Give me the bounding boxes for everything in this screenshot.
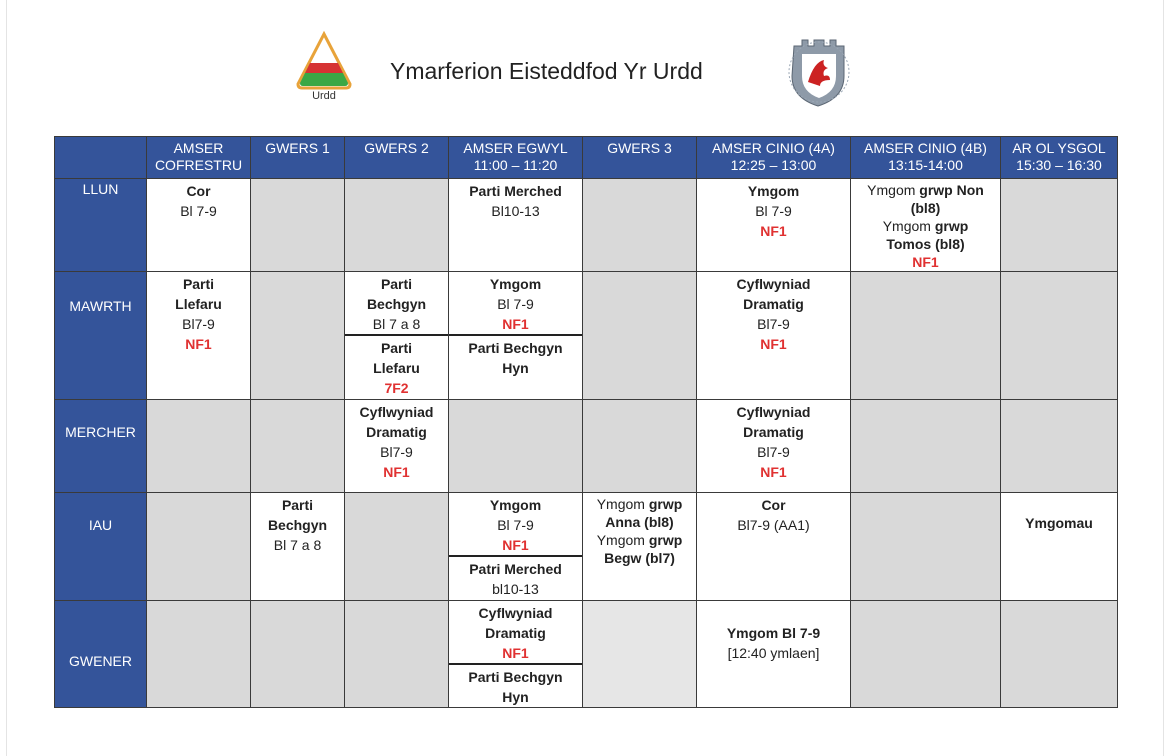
cell-llun-gwers2 [345,179,449,272]
row-llun [55,179,1118,272]
cell-text: Dramatig [743,424,804,440]
sub-cell [449,493,582,557]
column-header-amser-cinio-4a: AMSER CINIO (4A) 12:25 – 13:00 [697,137,851,179]
column-header-amser-cinio-4b: AMSER CINIO (4B) 13:15-14:00 [851,137,1001,179]
cell-text: Parti [281,497,314,513]
cell-iau-ar-ol-ysgol [1001,493,1118,601]
cell-mawrth-egwyl [449,272,583,400]
cell-mercher-ar-ol-ysgol [1001,400,1118,493]
cell-text: Bl 7 a 8 [372,316,421,332]
cell-text: Cyflwyniad [359,404,434,420]
cell-text: Cor [761,497,786,513]
cell-iau-gwers2 [345,493,449,601]
cell-mercher-cinio4a [697,400,851,493]
cell-mawrth-gwers3 [583,272,697,400]
cell-gwener-cofrestru [147,601,251,708]
sub-cell [449,272,582,336]
cell-mercher-gwers2 [345,400,449,493]
cell-mawrth-gwers1 [251,272,345,400]
document-header [0,0,1170,120]
cell-room-badge: NF1 [185,336,212,352]
cell-llun-ar-ol-ysgol [1001,179,1118,272]
page-title: Ymarferion Eisteddfod Yr Urdd [390,58,703,84]
column-header-gwers-1: GWERS 1 [251,137,345,179]
cell-text: [12:40 ymlaen] [727,645,820,661]
cell-iau-gwers1 [251,493,345,601]
cell-text: Ymgom [882,218,935,234]
urdd-logo [294,30,354,110]
cell-gwener-cinio4b [851,601,1001,708]
cell-text: Bl7-9 (AA1) [737,517,810,533]
row-mawrth [55,272,1118,400]
cell-text: grwp [934,218,969,234]
cell-mercher-cinio4b [851,400,1001,493]
cell-room-badge: NF1 [502,316,529,332]
cell-text: Hyn [502,360,529,376]
school-crest-logo [780,36,858,108]
cell-gwener-gwers3 [583,601,697,708]
cell-text: Bl 7-9 [180,203,217,219]
cell-text: Bl7-9 [380,444,413,460]
cell-mercher-gwers3 [583,400,697,493]
cell-text: Ymgom [867,182,920,198]
cell-text: Cyflwyniad [736,404,811,420]
cell-text: Bl 7-9 [497,296,534,312]
cell-text: grwp Non [919,182,984,198]
row-iau [55,493,1118,601]
cell-text: Bl10-13 [491,203,540,219]
cell-room-badge: NF1 [760,223,787,239]
header-corner [55,137,147,179]
timetable [54,136,1118,708]
cell-iau-gwers3 [583,493,697,601]
cell-text: Bl7-9 [182,316,215,332]
cell-iau-cinio4b [851,493,1001,601]
cell-room-badge: 7F2 [384,380,409,396]
column-header-gwers-3: GWERS 3 [583,137,697,179]
column-header-gwers-2: GWERS 2 [345,137,449,179]
cell-text: Begw (bl7) [604,550,675,566]
row-mercher [55,400,1118,493]
cell-text: Parti [380,276,413,292]
cell-text: Ymgom [596,532,649,548]
cell-text: Parti [182,276,215,292]
cell-gwener-egwyl [449,601,583,708]
sub-cell [449,336,582,378]
cell-text: grwp [648,496,683,512]
cell-llun-gwers1 [251,179,345,272]
cell-iau-egwyl [449,493,583,601]
cell-text: Ymgom [747,183,800,199]
cell-mawrth-cinio4a [697,272,851,400]
cell-llun-cofrestru [147,179,251,272]
cell-text: Parti [380,340,413,356]
urdd-logo-label: Urdd [312,90,336,102]
cell-text: Bl 7-9 [755,203,792,219]
cell-llun-gwers3 [583,179,697,272]
cell-text: Bl 7-9 [497,517,534,533]
cell-iau-cinio4a [697,493,851,601]
cell-mawrth-cinio4b [851,272,1001,400]
column-header-amser-egwyl: AMSER EGWYL 11:00 – 11:20 [449,137,583,179]
cell-text: Bl 7 a 8 [273,537,322,553]
cell-text: bl10-13 [492,581,539,597]
cell-text: Cyflwyniad [736,276,811,292]
cell-text: Ymgomau [1025,515,1093,531]
cell-room-badge: NF1 [760,464,787,480]
cell-text: grwp [648,532,683,548]
sub-cell [345,272,448,336]
sub-cell [345,336,448,398]
cell-text: Bl7-9 [757,444,790,460]
cell-text: (bl8) [910,200,941,216]
cell-gwener-ar-ol-ysgol [1001,601,1118,708]
cell-text: Ymgom [489,497,542,513]
cell-text: Ymgom [489,276,542,292]
cell-gwener-cinio4a [697,601,851,708]
cell-text: Patri Merched [469,561,562,577]
cell-llun-cinio4b [851,179,1001,272]
cell-text: Parti Bechgyn [468,669,563,685]
cell-mercher-gwers1 [251,400,345,493]
cell-text: Bechgyn [366,296,427,312]
timetable-header-row [55,137,1118,179]
cell-text: Bl7-9 [757,316,790,332]
cell-mawrth-cofrestru [147,272,251,400]
cell-text: Tomos (bl8) [886,236,965,252]
cell-room-badge: NF1 [383,464,410,480]
cell-text: Dramatig [743,296,804,312]
cell-mercher-egwyl [449,400,583,493]
day-label-mercher: MERCHER [55,400,147,493]
cell-llun-cinio4a [697,179,851,272]
cell-room-badge: NF1 [502,537,529,553]
day-label-iau: IAU [55,493,147,601]
cell-mercher-cofrestru [147,400,251,493]
day-label-mawrth: MAWRTH [55,272,147,400]
cell-text: Bechgyn [267,517,328,533]
column-header-amser-cofrestru: AMSER COFRESTRU [147,137,251,179]
cell-text: Hyn [502,689,529,705]
cell-mawrth-gwers2 [345,272,449,400]
sub-cell [449,557,582,599]
cell-text: Parti Bechgyn [468,340,563,356]
cell-text: Cor [186,183,211,199]
castle-dragon-crest-icon [780,36,858,108]
column-header-ar-ol-ysgol: AR OL YSGOL 15:30 – 16:30 [1001,137,1118,179]
urdd-logo-icon [294,30,354,92]
cell-text: Cyflwyniad [478,605,553,621]
day-label-gwener: GWENER [55,601,147,708]
sub-cell [449,665,582,707]
cell-text: Llefaru [373,360,420,376]
day-label-llun: LLUN [55,179,147,272]
cell-room-badge: NF1 [760,336,787,352]
cell-room-badge: NF1 [912,254,939,270]
cell-text: Dramatig [485,625,546,641]
cell-gwener-gwers2 [345,601,449,708]
cell-text: Llefaru [175,296,222,312]
cell-text: Ymgom [596,496,649,512]
cell-text: Anna (bl8) [605,514,674,530]
cell-room-badge: NF1 [502,645,529,661]
cell-mawrth-ar-ol-ysgol [1001,272,1118,400]
cell-llun-egwyl [449,179,583,272]
cell-gwener-gwers1 [251,601,345,708]
cell-text: Parti Merched [469,183,562,199]
cell-text: Ymgom Bl 7-9 [726,625,821,641]
sub-cell [449,601,582,665]
row-gwener [55,601,1118,708]
cell-iau-cofrestru [147,493,251,601]
cell-text: Dramatig [366,424,427,440]
